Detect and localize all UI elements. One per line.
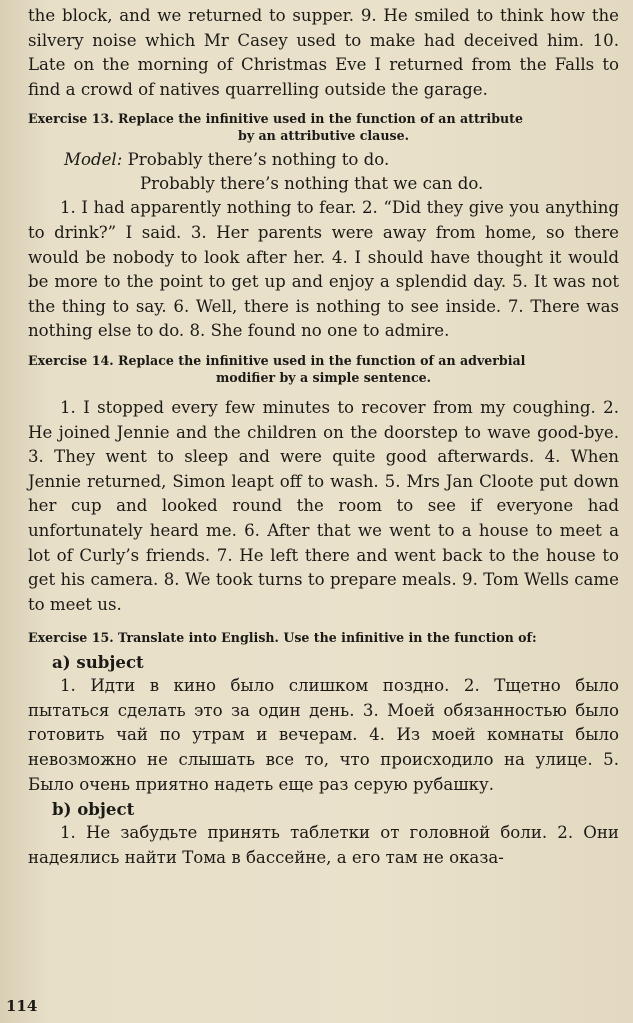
model-label: Model:	[64, 150, 123, 170]
object-heading: b) object	[52, 799, 135, 820]
exercise-15-text-b: 1. Не забудьте принять таблетки от головной боли. 2. Они надеялись найти Тома в бассейне, а его там не оказа-	[28, 823, 619, 867]
exercise-13-title	[28, 110, 619, 144]
model-sentence-2: Probably there’s nothing that we can do.	[140, 174, 484, 194]
exercise-14	[28, 352, 619, 617]
exercise-14-title-line2: modifier by a simple sentence.	[215, 369, 432, 385]
subject-heading: a) subject	[52, 652, 144, 673]
model-sentence-1: Probably there’s nothing to do.	[127, 150, 390, 170]
exercise-13-text: 1. I had apparently nothing to fear. 2. “Did they give you anything to drink?” I said. 3. Her parents were away from home, so there would be nobody to look after her. 4. I should have thought it would be more to the point to get up and enjoy a splendid day. 5. It was not the thing to say. 6. Well, there is nothing to see inside. 7. There was nothing else to do. 8. She found no one to admire.	[28, 198, 619, 341]
exercise-13	[28, 110, 619, 344]
exercise-15-title: Exercise 15. Translate into English. Use the infinitive in the function of:	[28, 630, 537, 646]
exercise-14-title	[28, 352, 619, 386]
exercise-14-text: 1. I stopped every few minutes to recover from my coughing. 2. He joined Jennie and the children on the doorstep to wave good-bye. 3. They went to sleep and were quite good afterwards. 4. When Jennie returned, Simon leapt off to wash. 5. Mrs Jan Cloote put down her cup and looked round the room to see if everyone had unfortunately heard me. 6. After that we went to a house to meet a lot of Curly’s friends. 7. He left there and went back to the house to get his camera. 8. We took turns to prepare meals. 9. Tom Wells came to meet us.	[28, 397, 619, 614]
exercise-14-title-line1: Exercise 14. Replace the infinitive used in the function of an adverbial	[28, 352, 526, 368]
exercise-13-title-line1: Exercise 13. Replace the infinitive used in the function of an attribute	[28, 111, 523, 127]
top-paragraph: the block, and we returned to supper. 9. He smiled to think how the silvery noise which Mr Casey used to make had deceived him. 10. Late on the morning of Christmas Eve I returned from the Falls to find a crowd of natives quarrelling outside the garage.	[28, 6, 619, 99]
exercise-15	[28, 629, 619, 870]
exercise-15-text-a: 1. Идти в кино было слишком поздно. 2. Тщетно было пытаться сделать это за один день. 3. Моей обязанностью было готовить чай по утрам и вечерам. 4. Из моей комнаты было невозможно не слышать все то, что происходило на улице. 5. Было очень приятно надеть еще раз серую рубашку.	[28, 676, 619, 794]
model-line-1	[28, 148, 619, 172]
exercise-13-title-line2: by an attributive clause.	[238, 128, 409, 144]
page-number: 114	[6, 997, 38, 1015]
